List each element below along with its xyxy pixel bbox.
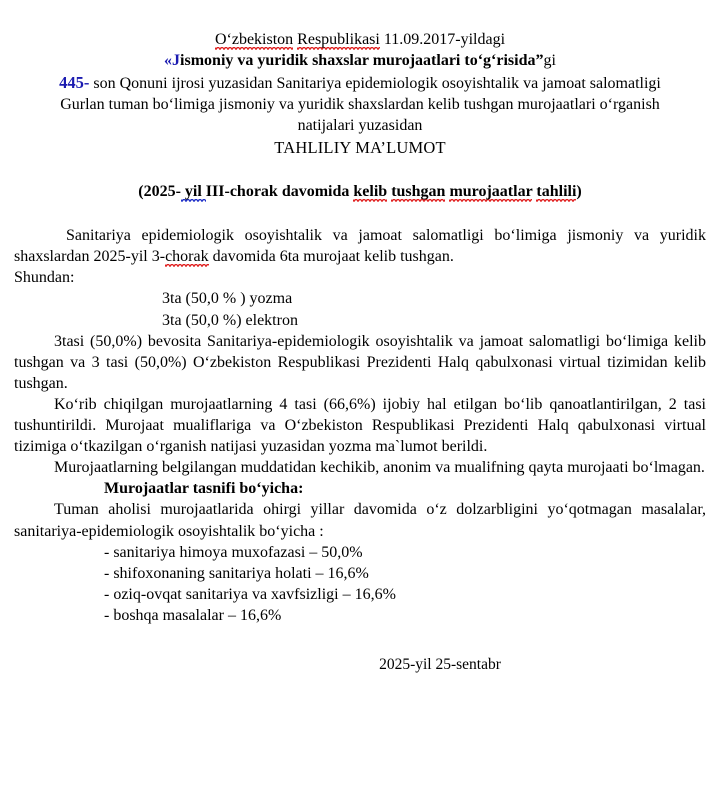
paragraph-intro-b: davomida 6ta murojaat kelib tushgan.: [208, 248, 454, 266]
header-line3-text: son Qonuni ijrosi yuzasidan Sanitariya epidemiologik osoyishtalik va jamoat salomatligi Gurlan tuman bo‘limiga jismoniy va yuridik shaxslardan kelib tushgan murojaatlari o‘rganish natijalari yuzasidan: [60, 74, 661, 135]
header-law-quote-open: «J: [164, 51, 181, 69]
subtitle-close: ): [576, 183, 582, 201]
statistic-item: - boshqa masalalar – 16,6%: [104, 606, 282, 624]
subtitle-word-kelib: kelib: [353, 183, 388, 201]
breakdown-item-electronic: 3ta (50,0 %) elektron: [162, 311, 298, 329]
header-line1-word-respublikasi: Respublikasi: [297, 31, 380, 48]
paragraph-resolutions: Ko‘rib chiqilgan murojaatlarning 4 tasi (66,6%) ijobiy hal etilgan bo‘lib qanoatlantirilgan, 2 tasi tushuntirildi. Murojaat mualiflariga va O‘zbekiston Respublikasi Prezidenti Halq qabulxonasi virtual tizimiga o‘tkazilgan o‘rganish natijasi yuzasidan yozma ma`lumot berildi.: [14, 395, 706, 455]
subtitle-roman: III: [205, 183, 225, 201]
subtitle-word-tushgan: tushgan: [391, 183, 446, 201]
document-body: [14, 30, 706, 674]
subtitle-word-yil: yil: [180, 183, 206, 201]
paragraph-deadlines: Murojaatlarning belgilangan muddatidan kechikib, anonim va mualifning qayta murojaati bo‘lmagan.: [54, 458, 705, 476]
header-line1-rest: 11.09.2017-yildagi: [379, 31, 506, 48]
subtitle-prefix: (2025-: [138, 183, 181, 201]
shundan-label: Shundan:: [14, 269, 75, 287]
paragraph-sources: 3tasi (50,0%) bevosita Sanitariya-epidemiologik osoyishtalik va jamoat salomatligi bo‘limiga kelib tushgan va 3 tasi (50,0%) O‘zbekiston Respublikasi Prezidenti Halq qabulxonasi virtual tizimidan kelib tushgan.: [14, 332, 706, 392]
header-line1-word-ozbekiston: O‘zbekiston: [214, 31, 294, 48]
document-title: TAHLILIY MA’LUMOT: [274, 137, 446, 157]
paragraph-intro-a: Sanitariya epidemiologik osoyishtalik va jamoat salomatligi bo‘limiga jismoniy va yuridik shaxslardan 2025-yil 3-: [14, 227, 706, 266]
paragraph-intro-word-chorak: chorak: [165, 248, 209, 266]
header-line-2: [14, 51, 706, 72]
header-law-title: ismoniy va yuridik shaxslar murojaatlari to‘g‘risida”: [180, 51, 544, 69]
document-subtitle: [14, 183, 706, 201]
paragraph-intro: [14, 225, 706, 267]
document-date: 2025-yil 25-sentabr: [379, 655, 501, 673]
header-line-3: [14, 72, 706, 137]
subtitle-word-tahlili: tahlili: [536, 183, 577, 201]
paragraph-topics: Tuman aholisi murojaatlarida ohirgi yillar davomida o‘z dolzarbligini yo‘qotmagan masalalar, sanitariya-epidemiologik osoyishtalik bo‘yicha :: [14, 501, 706, 540]
header-law-suffix: gi: [543, 51, 556, 69]
breakdown-item-written: 3ta (50,0 % ) yozma: [162, 290, 293, 308]
statistic-item: - oziq-ovqat sanitariya va xavfsizligi – 16,6%: [104, 585, 396, 603]
statistic-item: - sanitariya himoya muxofazasi – 50,0%: [104, 543, 363, 561]
classification-heading: Murojaatlar tasnifi bo‘yicha:: [104, 479, 304, 497]
law-number: 445-: [59, 72, 90, 92]
header-line-1: [14, 30, 706, 51]
subtitle-rest: -chorak davomida: [224, 183, 354, 201]
subtitle-word-murojaatlar: murojaatlar: [449, 183, 533, 201]
statistic-item: - shifoxonaning sanitariya holati – 16,6%: [104, 564, 369, 582]
